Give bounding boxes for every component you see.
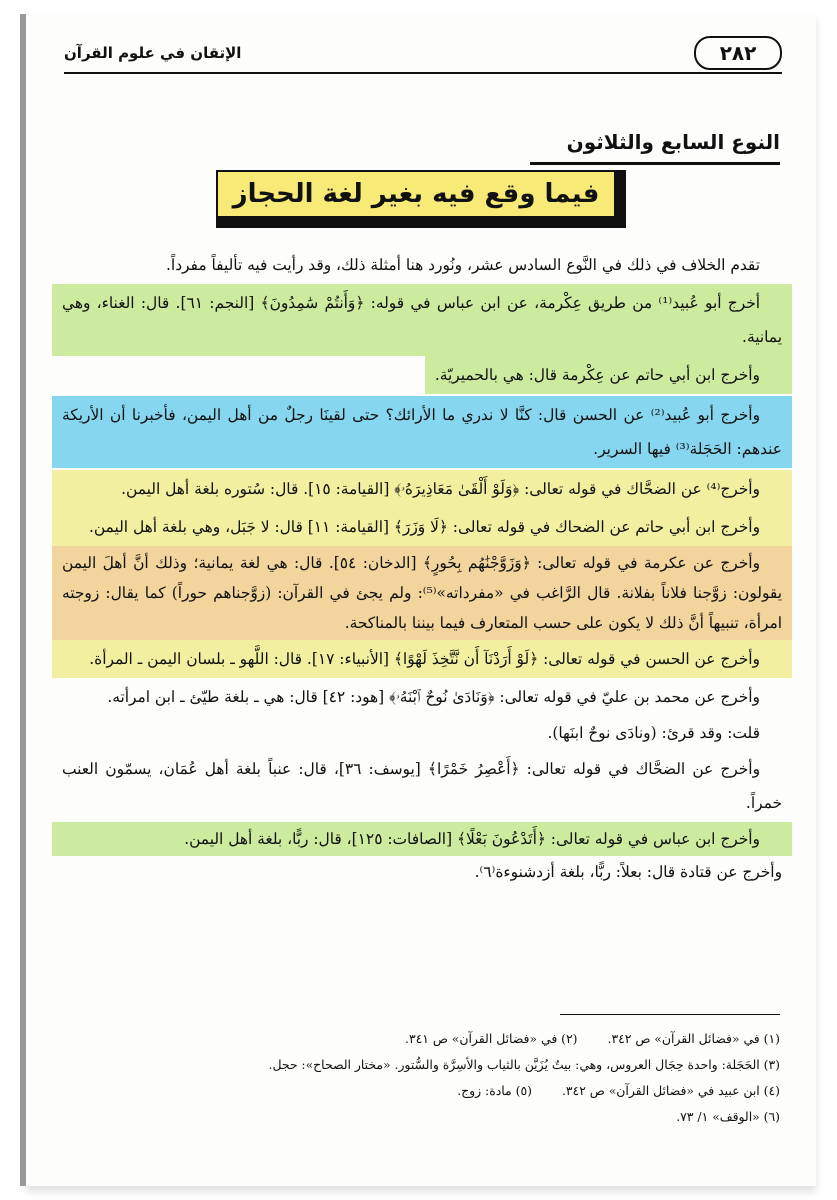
paragraph-plain: قلت: وقد قرئ: (ونادَى نوحٌ ابنَها). xyxy=(547,724,760,742)
footnotes xyxy=(66,1026,780,1130)
book-title: الإتقان في علوم القرآن xyxy=(64,44,242,62)
footnote: (١) في «فضائل القرآن» ص ٣٤٢. xyxy=(607,1031,780,1046)
paragraph-highlight-green: وأخرج ابن عباس في قوله تعالى: ﴿أَتَدْعُونَ بَعْلًا﴾ [الصافات: ١٢٥]، قال: ربًّا، بلغة أهل اليمن. xyxy=(52,822,792,856)
paragraph-highlight-blue: وأخرج أبو عُبيد⁽²⁾ عن الحسن قال: كنَّا لا ندري ما الأرائك؟ حتى لقينَا رجلٌ من أهل اليمن، فأخبرنا أن الأريكة عندهم: الحَجَلة⁽³⁾ فيها السرير. xyxy=(52,396,792,468)
paragraph-plain: وأخرج عن قتادة قال: بعلاً: ربًّا، بلغة أزدشنوءة⁽٦⁾. xyxy=(474,863,782,881)
footnote: (٦) «الوقف» ١/ ٧٣. xyxy=(676,1109,780,1124)
footnote-row xyxy=(66,1104,780,1130)
footnote-row xyxy=(66,1052,780,1078)
footnote-divider xyxy=(560,1014,780,1015)
book-page xyxy=(26,14,816,1186)
footnote: (٣) الحَجَلة: واحدة حِجَال العروس، وهي: بيتٌ يُزَيَّن بالثياب والأسِرَّة والسُّتور. «مختار الصحاح»: حجل. xyxy=(268,1057,780,1072)
paragraph-intro: تقدم الخلاف في ذلك في النَّوع السادس عشر، ونُورد هنا أمثلة ذلك، وقد رأيت فيه تأليفاً مفرداً. xyxy=(166,256,760,274)
paragraph-plain: وأخرج عن محمد بن عليّ في قوله تعالى: ﴿وَنَادَىٰ نُوحٌ ٱبْنَهُۥ﴾ [هود: ٤٢] قال: هي ـ بلغة طيّئ ـ ابن امرأته. xyxy=(107,688,760,706)
paragraph-highlight-yellow: وأخرج ابن أبي حاتم عن الضحاك في قوله تعالى: ﴿لَا وَزَرَ﴾ [القيامة: ١١] قال: لا جَبَل، وهي بلغة أهل اليمن. xyxy=(52,508,792,546)
paragraph-highlight-yellow: وأخرج⁽⁴⁾ عن الضحَّاك في قوله تعالى: ﴿وَلَوْ أَلْقَىٰ مَعَاذِيرَهُۥ﴾ [القيامة: ١٥]. قال: سُتوره بلغة أهل اليمن. xyxy=(52,470,792,508)
page-number: ٢٨٢ xyxy=(694,36,782,70)
chapter-title-frame xyxy=(216,170,626,228)
paragraph-highlight-yellow: وأخرج عن الحسن في قوله تعالى: ﴿لَوْ أَرَدْنَآ أَن نَّتَّخِذَ لَهْوًا﴾ [الأنبياء: ١٧]. قال: اللَّهو ـ بلسان اليمن ـ المرأة. xyxy=(52,640,792,678)
chapter-title: فيما وقع فيه بغير لغة الحجاز xyxy=(216,170,616,218)
paragraph-highlight-green: وأخرج ابن أبي حاتم عن عِكْرمة قال: هي بالحميريّة. xyxy=(425,356,792,394)
footnote-row xyxy=(66,1026,780,1052)
footnote: (٤) ابن عبيد في «فضائل القرآن» ص ٣٤٢. xyxy=(561,1083,780,1098)
paragraph-highlight-orange: وأخرج عن عكرمة في قوله تعالى: ﴿وَزَوَّجْنَٰهُم بِحُورٍ﴾ [الدخان: ٥٤]. قال: هي لغة يمانية؛ وذلك أنَّ أهلَ اليمن يقولون: زوَّجنا فلاناً بفلانة. قال الرَّاغب في «مفرداته»⁽⁵⁾: ولم يجئ في القرآن: (زوَّجناهم حوراً) كما يقال: زوجته امرأة، تنبيهاً أنَّ ذلك لا يكون على حسب المتعارف فيما بيننا بالمناكحة. xyxy=(52,546,792,640)
footnote: (٥) مادة: زوج. xyxy=(457,1083,532,1098)
body-text xyxy=(52,246,792,888)
footnote-row xyxy=(66,1078,780,1104)
section-label: النوع السابع والثلاثون xyxy=(530,126,780,165)
page-header xyxy=(64,36,782,74)
footnote: (٢) في «فضائل القرآن» ص ٣٤١. xyxy=(405,1031,578,1046)
paragraph-highlight-green: أخرج أبو عُبيد⁽¹⁾ من طريق عِكْرمة، عن ابن عباس في قوله: ﴿وَأَنتُمْ سَٰمِدُونَ﴾ [النجم: ٦١]. قال: الغناء، وهي يمانية. xyxy=(52,284,792,356)
paragraph-plain: وأخرج عن الضحَّاك في قوله تعالى: ﴿أَعْصِرُ خَمْرًا﴾ [يوسف: ٣٦]، قال: عنباً بلغة أهل عُمَان، يسمّون العنب خمراً. xyxy=(62,760,782,812)
